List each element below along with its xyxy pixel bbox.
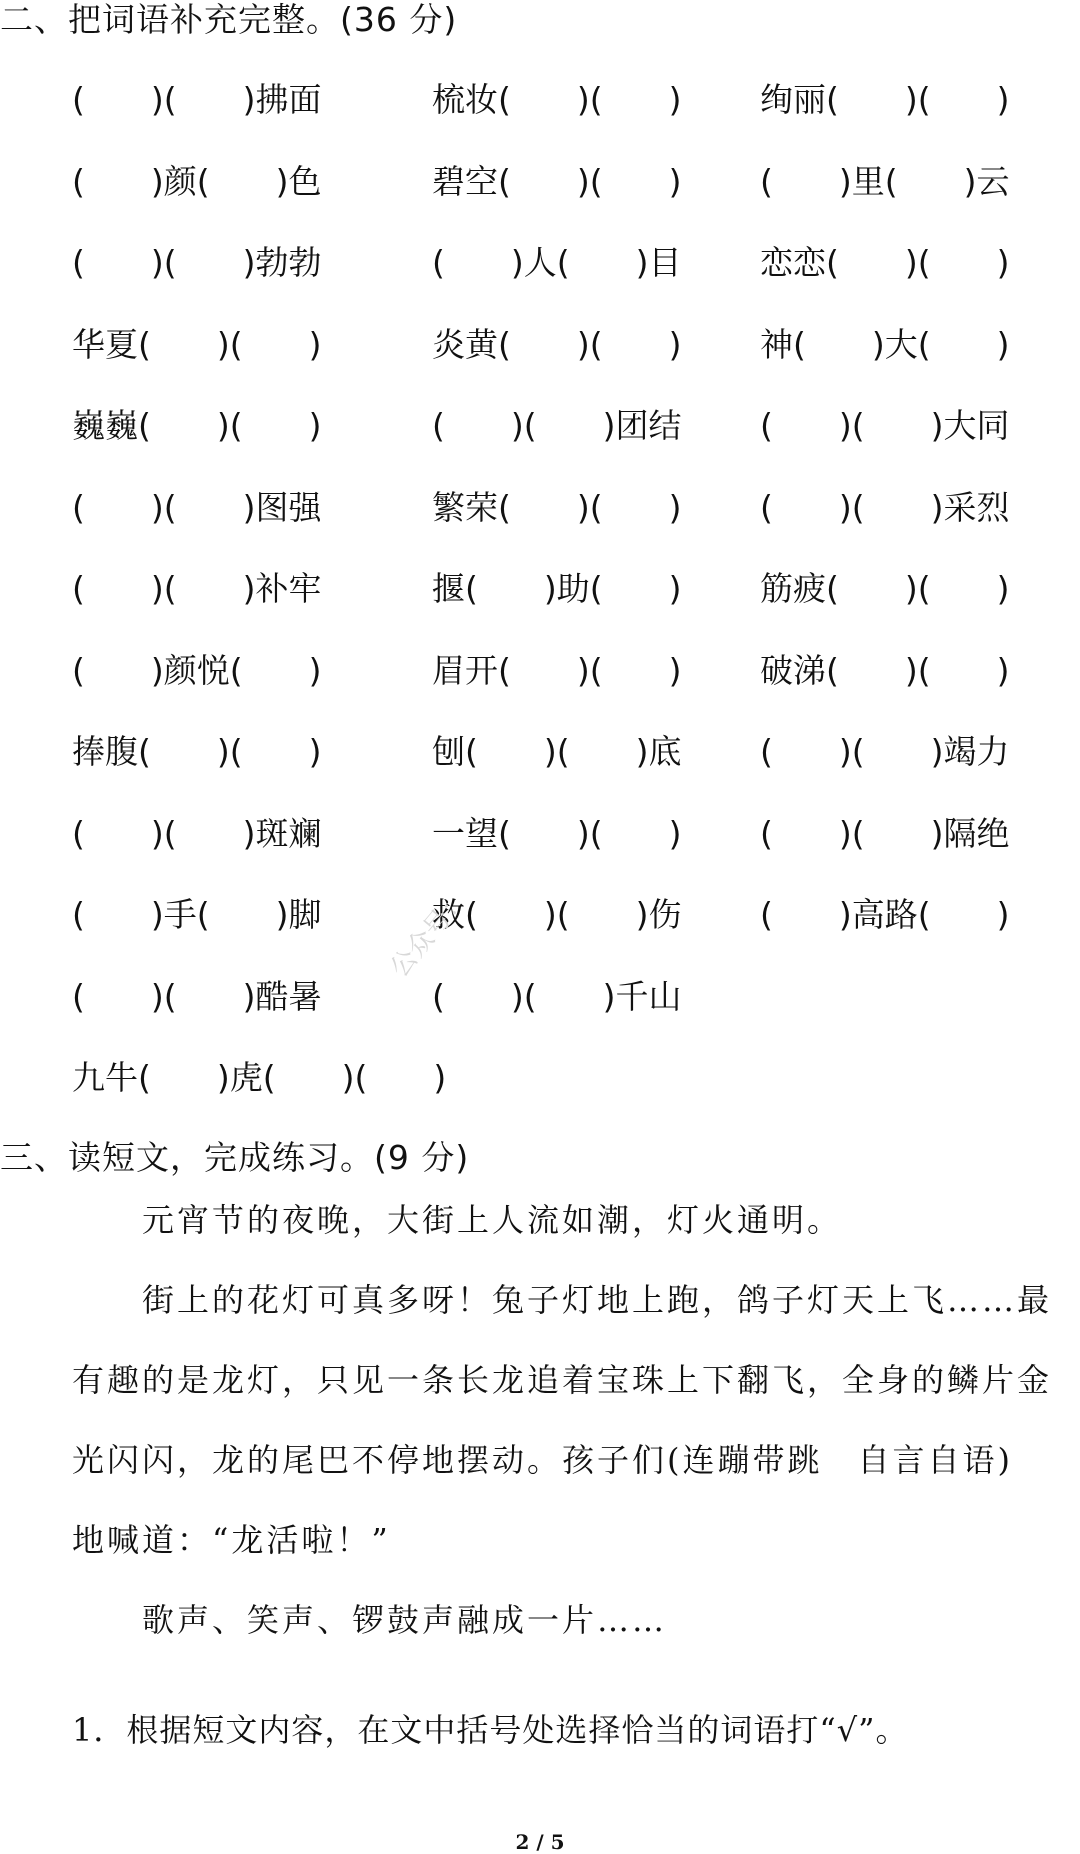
passage-line: 街上的花灯可真多呀！兔子灯地上跑，鸽子灯天上飞……最 xyxy=(72,1281,1053,1319)
idiom-cell: ( )( )团结 xyxy=(432,406,682,445)
passage-line: 地喊道：“龙活啦！” xyxy=(72,1521,391,1559)
idiom-cell: ( )颜悦( ) xyxy=(72,650,322,690)
idiom-cell: ( )( )采烈 xyxy=(760,487,1010,527)
grid-row xyxy=(0,406,1080,446)
idiom-cell: 碧空( )( ) xyxy=(432,161,682,201)
passage-line: 光闪闪，龙的尾巴不停地摆动。孩子们(连蹦带跳 自言自语) xyxy=(72,1441,1013,1479)
idiom-cell: ( )高路( ) xyxy=(760,895,1010,934)
idiom-cell: ( )( )隔绝 xyxy=(760,813,1010,853)
grid-row xyxy=(0,243,1080,283)
idiom-cell: ( )手( )脚 xyxy=(72,895,322,934)
idiom-cell: 揠( )助( ) xyxy=(432,569,682,608)
idiom-cell: 恋恋( )( ) xyxy=(760,243,1010,282)
section-2-heading: 二、把词语补充完整。(36 分) xyxy=(0,0,458,39)
idiom-cell: 巍巍( )( ) xyxy=(72,406,322,445)
idiom-cell: ( )( )拂面 xyxy=(72,80,322,119)
idiom-cell: ( )( )酷暑 xyxy=(72,976,322,1016)
idiom-cell: 刨( )( )底 xyxy=(432,732,682,771)
idiom-cell: 神( )大( ) xyxy=(760,324,1010,364)
grid-row xyxy=(0,325,1080,365)
watermark: 公众号： xyxy=(384,884,475,984)
idiom-cell: 九牛( )虎( )( ) xyxy=(72,1058,447,1097)
idiom-cell: 梳妆( )( ) xyxy=(432,80,682,119)
idiom-cell: ( )( )千山 xyxy=(432,976,682,1016)
grid-row xyxy=(0,80,1080,120)
idiom-cell: 华夏( )( ) xyxy=(72,324,322,364)
page-number: 2 / 5 xyxy=(515,1830,565,1854)
idiom-cell: 捧腹( )( ) xyxy=(72,732,322,771)
idiom-cell: ( )里( )云 xyxy=(760,161,1010,201)
passage-line: 有趣的是龙灯，只见一条长龙追着宝珠上下翻飞，全身的鳞片金 xyxy=(72,1361,1053,1399)
grid-row xyxy=(0,569,1080,609)
idiom-cell: 一望( )( ) xyxy=(432,813,682,853)
passage-line: 歌声、笑声、锣鼓声融成一片…… xyxy=(72,1601,668,1639)
grid-row xyxy=(0,814,1080,854)
section-3-heading: 三、读短文，完成练习。(9 分) xyxy=(0,1138,470,1177)
grid-row xyxy=(0,1058,1080,1098)
grid-row xyxy=(0,651,1080,691)
idiom-cell: ( )人( )目 xyxy=(432,243,682,282)
idiom-cell: ( )( )补牢 xyxy=(72,569,322,608)
idiom-cell: ( )( )斑斓 xyxy=(72,813,322,853)
idiom-cell: ( )( )大同 xyxy=(760,406,1010,445)
question-1: 1．根据短文内容，在文中括号处选择恰当的词语打“√”。 xyxy=(72,1711,909,1749)
grid-row xyxy=(0,895,1080,935)
idiom-cell: 绚丽( )( ) xyxy=(760,80,1010,119)
idiom-cell: 救( )( )伤 xyxy=(432,895,682,934)
idiom-cell: ( )颜( )色 xyxy=(72,161,322,201)
grid-row xyxy=(0,732,1080,772)
passage-line: 元宵节的夜晚，大街上人流如潮，灯火通明。 xyxy=(72,1201,843,1239)
idiom-cell: ( )( )竭力 xyxy=(760,732,1010,771)
idiom-cell: 眉开( )( ) xyxy=(432,650,682,690)
idiom-cell: 筋疲( )( ) xyxy=(760,569,1010,608)
idiom-cell: 炎黄( )( ) xyxy=(432,324,682,364)
idiom-cell: 繁荣( )( ) xyxy=(432,487,682,527)
idiom-cell: ( )( )勃勃 xyxy=(72,243,322,282)
grid-row xyxy=(0,977,1080,1017)
idiom-cell: ( )( )图强 xyxy=(72,487,322,527)
idiom-cell: 破涕( )( ) xyxy=(760,650,1010,690)
grid-row xyxy=(0,488,1080,528)
grid-row xyxy=(0,162,1080,202)
